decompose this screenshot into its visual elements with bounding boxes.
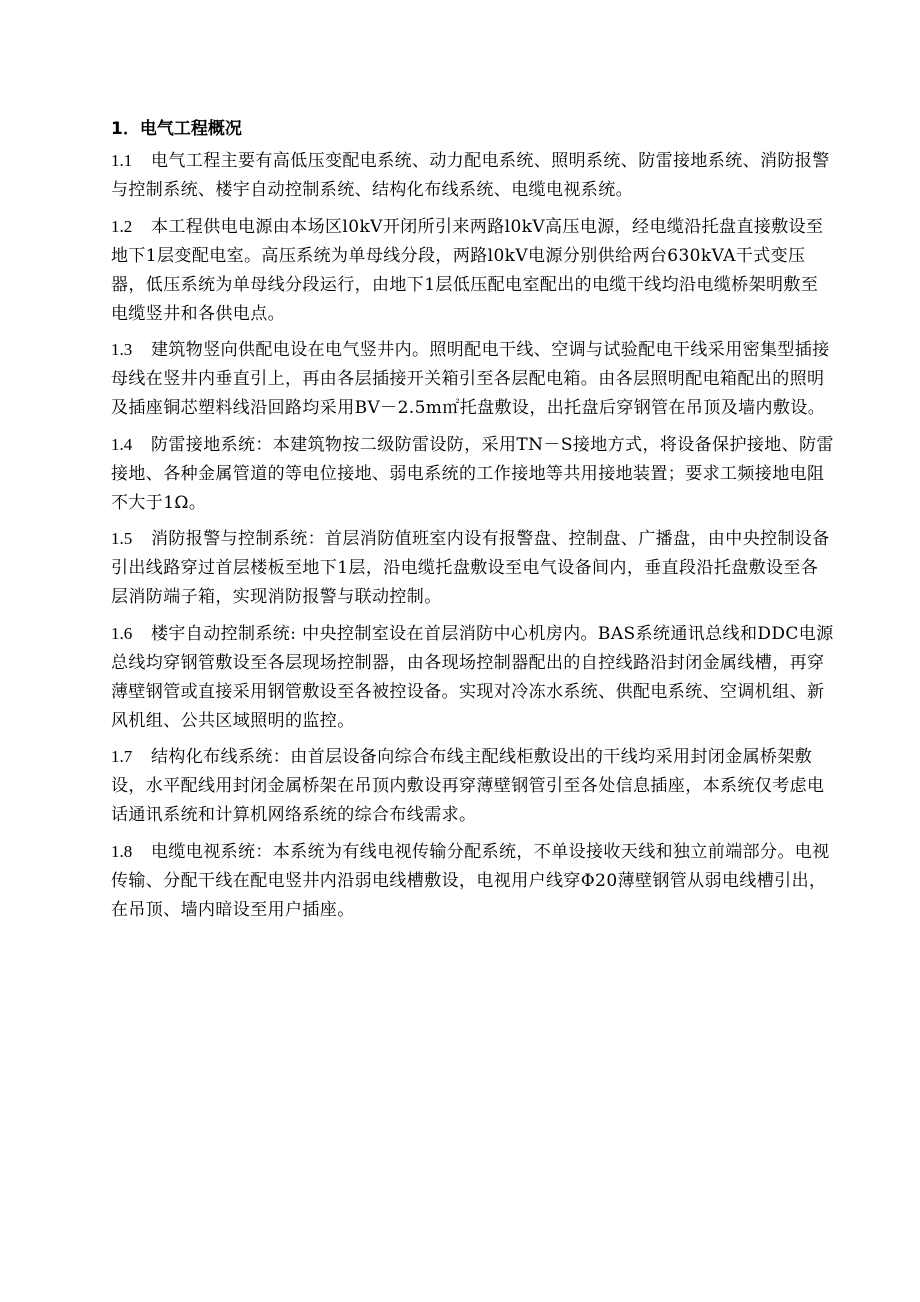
section-heading: 1．电气工程概况: [111, 119, 242, 139]
paragraph-text: 消防报警与控制系统：首层消防值班室内设有报警盘、控制盘、广播盘，由中央控制设备引出线路穿过首层楼板至地下1层，沿电缆托盘敷设至电气设备间内，垂直段沿托盘敷设至各层消防端子箱，实现消防报警与联动控制。: [111, 529, 830, 607]
paragraph-number: 1.6: [111, 623, 133, 643]
paragraph-text: 结构化布线系统：由首层设备向综合布线主配线柜敷设出的干线均采用封闭金属桥架敷设，水平配线用封闭金属桥架在吊顶内敷设再穿薄壁钢管引至各处信息插座，本系统仅考虑电话通讯系统和计算机网络系统的综合布线需求。: [111, 747, 825, 825]
paragraph-number: 1.5: [111, 529, 133, 548]
paragraph-1-3: [111, 335, 835, 423]
paragraph-text: 电气工程主要有高低压变配电系统、动力配电系统、照明系统、防雷接地系统、消防报警与控制系统、楼宇自动控制系统、结构化布线系统、电缆电视系统。: [111, 151, 830, 200]
paragraph-number: 1.2: [111, 216, 133, 236]
paragraph-1-6: [111, 619, 835, 736]
paragraph-1-4: [111, 430, 835, 518]
paragraph-1-7: [111, 742, 835, 830]
paragraph-text: 楼宇自动控制系统: 中央控制室设在首层消防中心机房内。BAS系统通讯总线和DDC电源总线均穿钢管敷设至各层现场控制器，由各现场控制器配出的自控线路沿封闭金属线槽，再穿薄壁钢管或直接采用钢管敷设至各被控设备。实现对冷冻水系统、供配电系统、空调机组、新风机组、公共区域照明的监控。: [111, 623, 834, 731]
paragraph-1-8: [111, 837, 835, 925]
paragraph-1-2: [111, 212, 835, 329]
paragraph-number: 1.3: [111, 340, 133, 359]
paragraph-number: 1.4: [111, 434, 133, 454]
paragraph-number: 1.7: [111, 747, 133, 766]
paragraph-text: 建筑物竖向供配电设在电气竖井内。照明配电干线、空调与试验配电干线采用密集型插接母线在竖井内垂直引上，再由各层插接开关箱引至各层配电箱。由各层照明配电箱配出的照明及插座铜芯塑料线沿回路均采用BV－2.5m㎡托盘敷设，出托盘后穿钢管在吊顶及墙内敷设。: [111, 340, 830, 418]
paragraph-text: 本工程供电电源由本场区l0kV开闭所引来两路l0kV高压电源，经电缆沿托盘直接敷设至地下1层变配电室。高压系统为单母线分段，两路l0kV电源分别供给两台630kVA干式变压器，低压系统为单母线分段运行，由地下1层低压配电室配出的电缆干线均沿电缆桥架明敷至电缆竖井和各供电点。: [111, 216, 824, 324]
paragraph-text: 电缆电视系统：本系统为有线电视传输分配系统，不单设接收天线和独立前端部分。电视传输、分配干线在配电竖井内沿弱电线槽敷设，电视用户线穿Φ20薄壁钢管从弱电线槽引出，在吊顶、墙内暗设至用户插座。: [111, 841, 830, 920]
paragraph-1-5: [111, 524, 835, 612]
paragraph-text: 防雷接地系统：本建筑物按二级防雷设防，采用TN－S接地方式，将设备保护接地、防雷接地、各种金属管道的等电位接地、弱电系统的工作接地等共用接地装置；要求工频接地电阻不大于1Ω。: [111, 434, 834, 513]
paragraph-number: 1.8: [111, 841, 133, 861]
paragraph-1-1: [111, 146, 835, 205]
paragraph-number: 1.1: [111, 151, 133, 170]
document-page: [111, 116, 835, 931]
